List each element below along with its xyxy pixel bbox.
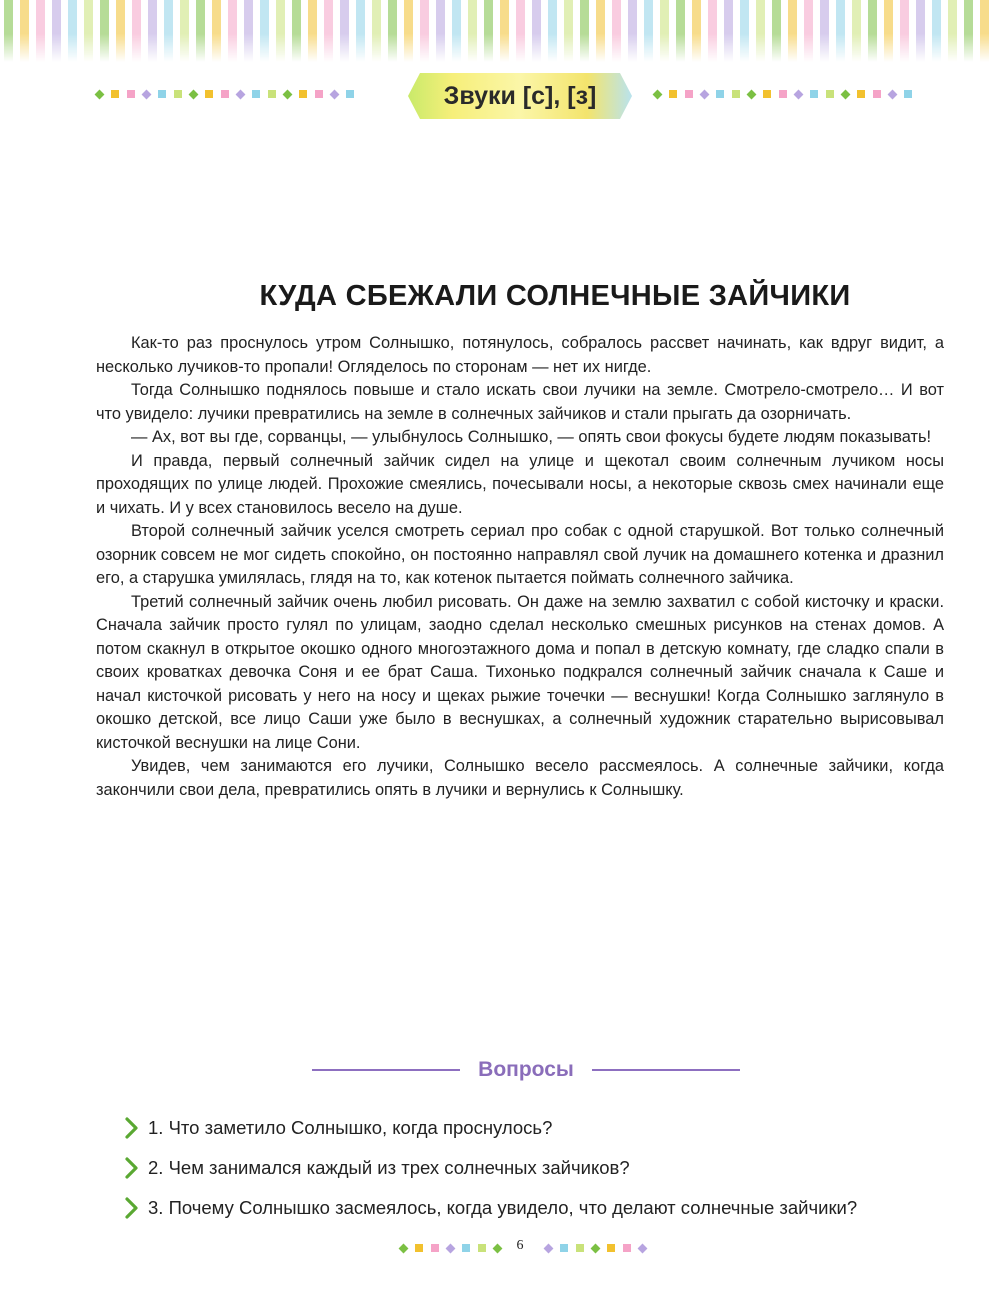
decor-dot — [493, 1243, 503, 1253]
footer-dot-row-right — [545, 1244, 646, 1252]
decor-stripe — [628, 0, 637, 62]
decor-dot — [415, 1244, 423, 1252]
decor-dot — [158, 90, 166, 98]
decor-stripe — [420, 0, 429, 62]
question-text: 3. Почему Солнышко засмеялось, когда увидело, что делают солнечные зайчики? — [148, 1197, 858, 1218]
decor-dot — [607, 1244, 615, 1252]
divider-line — [592, 1069, 740, 1071]
decor-stripe — [148, 0, 157, 62]
decor-stripe — [660, 0, 669, 62]
decor-stripe — [676, 0, 685, 62]
question-item — [124, 1108, 944, 1148]
decor-stripe — [596, 0, 605, 62]
decor-dot — [544, 1243, 554, 1253]
section-badge — [408, 73, 632, 119]
decor-stripe — [708, 0, 717, 62]
decor-dot — [700, 89, 710, 99]
decor-dot — [841, 89, 851, 99]
decor-stripe — [20, 0, 29, 62]
chevron-right-icon — [124, 1117, 140, 1139]
decor-stripe — [692, 0, 701, 62]
decor-dot — [810, 90, 818, 98]
decor-stripe — [228, 0, 237, 62]
decor-dot — [653, 89, 663, 99]
paragraph: — Ах, вот вы где, сорванцы, — улыбнулось Солнышко, — опять свои фокусы будете людям показывать! — [131, 428, 932, 446]
decor-dot — [142, 89, 152, 99]
page-number: 6 — [516, 1238, 524, 1253]
paragraph: И правда, первый солнечный зайчик сидел на улице и щекотал своим солнечным лучиком носы проходящих по улице людей. Прохожие смеялись, почесывали носы, а некоторые сквозь смех начинали еще и чихать. И у всех становилось весело на душе. — [96, 451, 944, 517]
decor-stripe — [564, 0, 573, 62]
decor-dot — [669, 90, 677, 98]
question-text: 2. Чем занимался каждый из трех солнечных зайчиков? — [148, 1157, 630, 1178]
decor-stripe — [340, 0, 349, 62]
decor-dot — [685, 90, 693, 98]
decor-dot — [904, 90, 912, 98]
decor-stripe — [388, 0, 397, 62]
decor-dot — [763, 90, 771, 98]
decor-dot — [346, 90, 354, 98]
decor-dot — [560, 1244, 568, 1252]
decor-stripe — [196, 0, 205, 62]
question-item — [124, 1188, 944, 1228]
chevron-right-icon — [124, 1197, 140, 1219]
decor-stripe — [404, 0, 413, 62]
decor-stripe — [772, 0, 781, 62]
decor-dot — [431, 1244, 439, 1252]
decor-dot — [623, 1244, 631, 1252]
decor-stripe — [724, 0, 733, 62]
decor-stripe — [52, 0, 61, 62]
decor-dot — [591, 1243, 601, 1253]
decor-dot — [299, 90, 307, 98]
decor-dot — [111, 90, 119, 98]
decor-stripe — [500, 0, 509, 62]
decor-stripe — [916, 0, 925, 62]
decor-stripe — [532, 0, 541, 62]
decor-stripe — [820, 0, 829, 62]
decor-dot — [826, 90, 834, 98]
decor-stripe — [932, 0, 941, 62]
decor-stripe — [980, 0, 989, 62]
dot-row-right — [654, 90, 912, 98]
question-item — [124, 1148, 944, 1188]
paragraph: Третий солнечный зайчик очень любил рисовать. Он даже на землю захватил с собой кисточку и краски. Сначала зайчик просто гулял по улицам, заодно сделал несколько смешных рисунков на стенах домов. А потом скакнул в открытое окошко одного многоэтажного дома и попал в детскую комнату, где сладко спали в своих кроватках девочка Соня и ее брат Саша. Тихонько подкрался солнечный зайчик сначала к Саше и начал кисточкой рисовать у него на носу и щеках рыжие точечки — веснушки! Когда Солнышко заглянуло в окошко детской, все лицо Саши уже было в веснушках, а солнечный художник старательно вырисовывал кисточкой веснушки на лице Сони. — [96, 592, 944, 752]
decor-dot — [127, 90, 135, 98]
decor-dot — [446, 1243, 456, 1253]
question-text: 1. Что заметило Солнышко, когда проснулось? — [148, 1117, 553, 1138]
decor-stripe — [644, 0, 653, 62]
decor-stripe — [276, 0, 285, 62]
decor-stripe — [948, 0, 957, 62]
decor-dot — [252, 90, 260, 98]
decor-stripe — [740, 0, 749, 62]
decor-stripe — [292, 0, 301, 62]
decor-stripe — [852, 0, 861, 62]
decor-dot — [189, 89, 199, 99]
decor-stripe — [180, 0, 189, 62]
decor-dot — [576, 1244, 584, 1252]
decor-stripe — [100, 0, 109, 62]
dot-row-left — [96, 90, 354, 98]
decor-stripe — [756, 0, 765, 62]
decor-stripe — [164, 0, 173, 62]
decor-stripe — [4, 0, 13, 62]
decor-dot — [857, 90, 865, 98]
paragraph: Увидев, чем занимаются его лучики, Солнышко весело рассмеялось. А солнечные зайчики, когда закончили свои дела, превратились опять в лучики и вернулись к Солнышку. — [96, 757, 944, 799]
decor-stripe — [788, 0, 797, 62]
top-stripes — [0, 0, 1000, 62]
decor-stripe — [900, 0, 909, 62]
decor-stripe — [484, 0, 493, 62]
story-title: КУДА СБЕЖАЛИ СОЛНЕЧНЫЕ ЗАЙЧИКИ — [259, 280, 851, 312]
decor-stripe — [372, 0, 381, 62]
decor-stripe — [436, 0, 445, 62]
decor-stripe — [804, 0, 813, 62]
decor-stripe — [964, 0, 973, 62]
footer-dot-row-left — [400, 1244, 501, 1252]
divider-line — [312, 1069, 460, 1071]
decor-dot — [794, 89, 804, 99]
decor-stripe — [836, 0, 845, 62]
decor-stripe — [356, 0, 365, 62]
decor-stripe — [324, 0, 333, 62]
decor-dot — [873, 90, 881, 98]
decor-stripe — [516, 0, 525, 62]
decor-dot — [399, 1243, 409, 1253]
decor-stripe — [244, 0, 253, 62]
decor-stripe — [468, 0, 477, 62]
decor-dot — [330, 89, 340, 99]
decor-stripe — [36, 0, 45, 62]
decor-stripe — [308, 0, 317, 62]
decor-dot — [236, 89, 246, 99]
chevron-right-icon — [124, 1157, 140, 1179]
decor-dot — [95, 89, 105, 99]
decor-stripe — [68, 0, 77, 62]
decor-stripe — [868, 0, 877, 62]
questions-list — [124, 1108, 944, 1228]
decor-dot — [462, 1244, 470, 1252]
decor-stripe — [84, 0, 93, 62]
decor-stripe — [452, 0, 461, 62]
decor-stripe — [116, 0, 125, 62]
decor-stripe — [580, 0, 589, 62]
decor-dot — [268, 90, 276, 98]
paragraph: Как-то раз проснулось утром Солнышко, потянулось, собралось рассвет начинать, как вдруг видит, а несколько лучиков-то пропали! Огляделось по сторонам — нет их нигде. — [96, 334, 944, 376]
paragraph: Тогда Солнышко поднялось повыше и стало искать свои лучики на земле. Смотрело-смотрело… И вот что увидело: лучики превратились на земле в солнечных зайчиков и стали прыгать да озорничать. — [96, 381, 944, 423]
decor-stripe — [612, 0, 621, 62]
decor-dot — [478, 1244, 486, 1252]
decor-dot — [283, 89, 293, 99]
decor-dot — [779, 90, 787, 98]
decor-dot — [888, 89, 898, 99]
decor-stripe — [548, 0, 557, 62]
decor-dot — [747, 89, 757, 99]
decor-dot — [638, 1243, 648, 1253]
decor-stripe — [132, 0, 141, 62]
decor-dot — [205, 90, 213, 98]
decor-stripe — [212, 0, 221, 62]
decor-dot — [716, 90, 724, 98]
decor-stripe — [260, 0, 269, 62]
paragraph: Второй солнечный зайчик уселся смотреть сериал про собак с одной старушкой. Вот только солнечный озорник совсем не мог сидеть спокойно, он постоянно направлял свой лучик на домашнего котенка и дразнил его, а старушка умилялась, глядя на то, как котенок пытается поймать солнечного зайчика. — [96, 522, 944, 587]
decor-stripe — [884, 0, 893, 62]
questions-heading — [312, 1055, 740, 1085]
decor-dot — [174, 90, 182, 98]
story-text — [96, 332, 944, 802]
questions-title: Вопросы — [478, 1058, 574, 1081]
decor-dot — [221, 90, 229, 98]
decor-dot — [732, 90, 740, 98]
decor-dot — [315, 90, 323, 98]
section-badge-label: Звуки [с], [з] — [443, 81, 597, 110]
